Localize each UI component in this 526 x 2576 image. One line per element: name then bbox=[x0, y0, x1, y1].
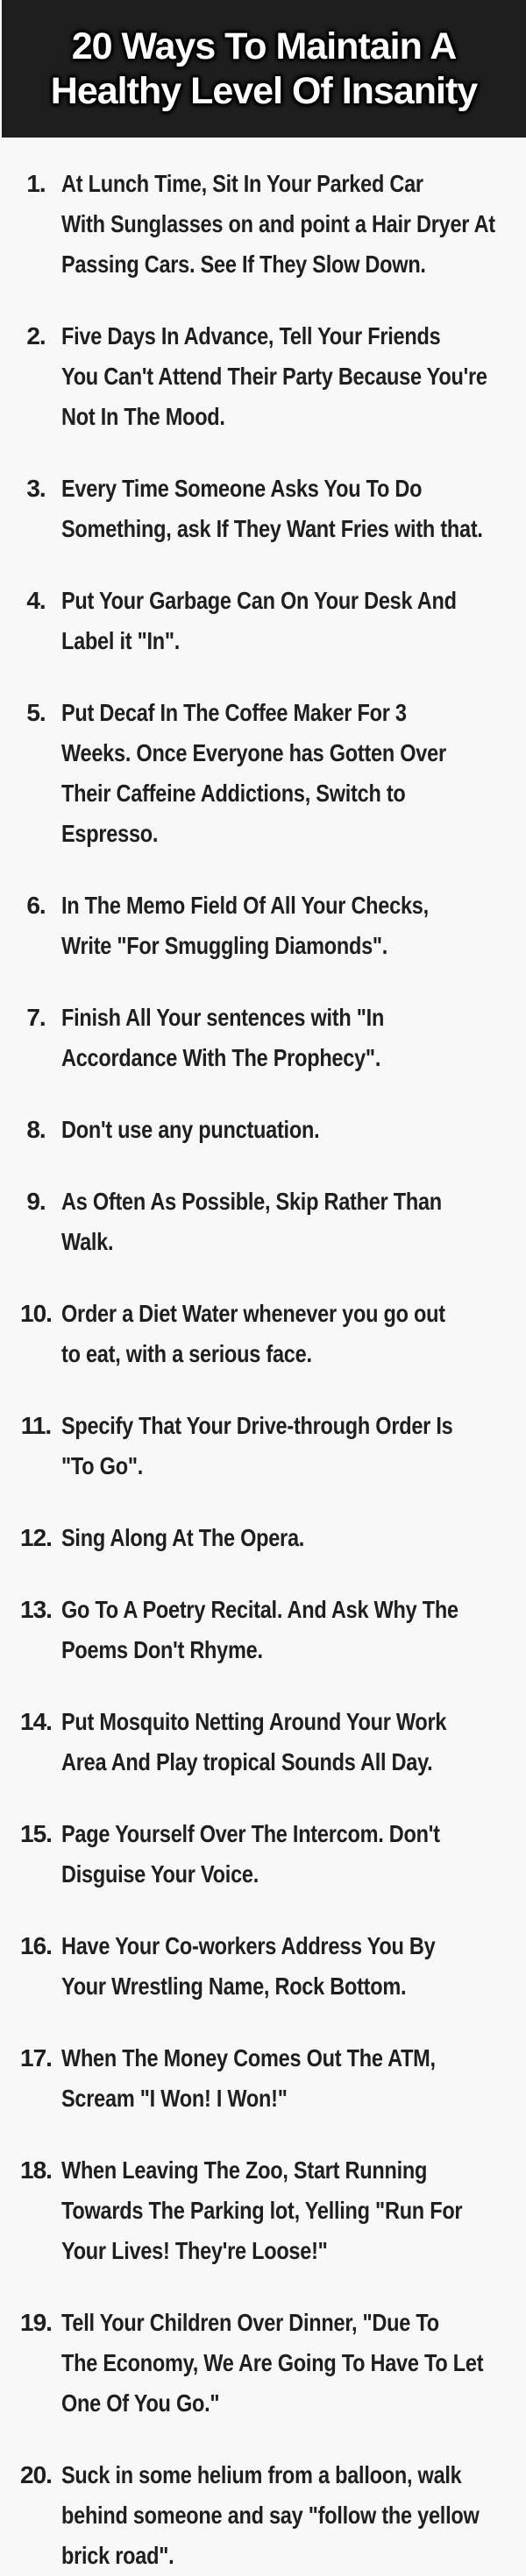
item-number: 3. bbox=[26, 475, 46, 502]
list-item bbox=[11, 2303, 526, 2424]
item-number: 13. bbox=[20, 1596, 52, 1623]
item-text-line: In The Memo Field Of All Your Checks, bbox=[61, 892, 429, 919]
list-item bbox=[11, 2038, 526, 2119]
item-text bbox=[61, 2303, 526, 2424]
item-text-line: Go To A Poetry Recital. And Ask Why The bbox=[61, 1596, 458, 1623]
item-text-line: Put Your Garbage Can On Your Desk And bbox=[61, 587, 457, 614]
item-text bbox=[61, 1702, 526, 1782]
item-text-line: You Can't Attend Their Party Because You're bbox=[61, 363, 487, 390]
item-text-line: Not In The Mood. bbox=[61, 403, 225, 430]
item-text-line: Area And Play tropical Sounds All Day. bbox=[61, 1748, 433, 1775]
item-text bbox=[61, 998, 526, 1078]
item-text bbox=[61, 581, 526, 661]
item-number: 1. bbox=[26, 170, 46, 197]
item-text-line: Towards The Parking lot, Yelling "Run For bbox=[61, 2197, 463, 2224]
item-text bbox=[61, 164, 526, 285]
item-text-line: Your Lives! They're Loose!" bbox=[61, 2237, 328, 2264]
item-number: 11. bbox=[20, 1412, 52, 1439]
insanity-list bbox=[0, 138, 526, 2576]
item-text-line: Finish All Your sentences with "In bbox=[61, 1004, 385, 1031]
item-number: 16. bbox=[20, 1932, 52, 1959]
item-text-line: Don't use any punctuation. bbox=[61, 1116, 320, 1143]
list-item bbox=[11, 469, 526, 549]
title-line-2: Healthy Level Of Insanity bbox=[50, 69, 478, 112]
item-text-line: Walk. bbox=[61, 1228, 114, 1255]
item-text-line: Accordance With The Prophecy". bbox=[61, 1044, 381, 1071]
item-text bbox=[61, 1406, 526, 1486]
item-text bbox=[61, 2150, 526, 2271]
item-number: 2. bbox=[26, 322, 46, 349]
item-number: 5. bbox=[26, 699, 46, 726]
item-number: 9. bbox=[26, 1188, 46, 1215]
list-item bbox=[11, 1182, 526, 1262]
item-text-line: Label it "In". bbox=[61, 627, 181, 654]
list-item bbox=[11, 886, 526, 966]
list-item bbox=[11, 2150, 526, 2271]
list-item bbox=[11, 164, 526, 285]
item-text-line: At Lunch Time, Sit In Your Parked Car bbox=[61, 170, 423, 197]
item-text bbox=[61, 1518, 526, 1558]
item-number: 12. bbox=[20, 1524, 52, 1551]
item-text-line: Every Time Someone Asks You To Do bbox=[61, 475, 423, 502]
item-text-line: Specify That Your Drive-through Order Is bbox=[61, 1412, 453, 1439]
item-text-line: Weeks. Once Everyone has Gotten Over bbox=[61, 739, 446, 766]
item-number: 17. bbox=[20, 2044, 52, 2071]
item-text-line: Suck in some helium from a balloon, walk bbox=[61, 2461, 462, 2488]
item-text-line: to eat, with a serious face. bbox=[61, 1340, 312, 1367]
item-text bbox=[61, 1814, 526, 1895]
list-item bbox=[11, 1702, 526, 1782]
item-text bbox=[61, 1182, 526, 1262]
item-text bbox=[61, 1590, 526, 1670]
item-text-line: Scream "I Won! I Won!" bbox=[61, 2085, 288, 2112]
item-text-line: Disguise Your Voice. bbox=[61, 1860, 259, 1888]
list-item bbox=[11, 1294, 526, 1374]
item-text-line: The Economy, We Are Going To Have To Let bbox=[61, 2349, 484, 2376]
item-number: 19. bbox=[20, 2309, 52, 2336]
item-text-line: Passing Cars. See If They Slow Down. bbox=[61, 251, 426, 278]
item-number: 6. bbox=[26, 892, 46, 919]
item-text bbox=[61, 2038, 526, 2119]
list-item bbox=[11, 1110, 526, 1150]
list-item bbox=[11, 1814, 526, 1895]
list-item bbox=[11, 1926, 526, 2007]
item-text-line: Order a Diet Water whenever you go out bbox=[61, 1300, 445, 1327]
item-text-line: Poems Don't Rhyme. bbox=[61, 1636, 263, 1663]
item-text bbox=[61, 693, 526, 854]
item-text bbox=[61, 316, 526, 437]
item-text-line: Tell Your Children Over Dinner, "Due To bbox=[61, 2309, 439, 2336]
item-number: 8. bbox=[26, 1116, 46, 1143]
item-number: 4. bbox=[26, 587, 46, 614]
item-text bbox=[61, 1294, 526, 1374]
item-text-line: behind someone and say "follow the yellow bbox=[61, 2502, 480, 2529]
list-item bbox=[11, 1590, 526, 1670]
item-text-line: When Leaving The Zoo, Start Running bbox=[61, 2156, 428, 2184]
item-text-line: Sing Along At The Opera. bbox=[61, 1524, 305, 1551]
item-text bbox=[61, 469, 526, 549]
list-item bbox=[11, 2455, 526, 2576]
list-item bbox=[11, 693, 526, 854]
item-text-line: Something, ask If They Want Fries with that. bbox=[61, 515, 483, 542]
item-text-line: Five Days In Advance, Tell Your Friends bbox=[61, 322, 441, 349]
list-item bbox=[11, 316, 526, 437]
item-text bbox=[61, 886, 526, 966]
list-item bbox=[11, 998, 526, 1078]
item-text-line: Espresso. bbox=[61, 820, 159, 847]
item-text bbox=[61, 2455, 526, 2576]
list-item bbox=[11, 1406, 526, 1486]
item-text-line: Page Yourself Over The Intercom. Don't bbox=[61, 1820, 440, 1847]
title-line-1: 20 Ways To Maintain A bbox=[71, 25, 457, 67]
item-text-line: brick road". bbox=[61, 2542, 174, 2569]
item-text-line: Put Decaf In The Coffee Maker For 3 bbox=[61, 699, 407, 726]
item-number: 20. bbox=[20, 2461, 52, 2488]
list-item bbox=[11, 1518, 526, 1558]
item-number: 18. bbox=[20, 2156, 52, 2184]
item-text bbox=[61, 1110, 526, 1150]
item-text-line: With Sunglasses on and point a Hair Dryer At bbox=[61, 210, 495, 237]
item-number: 10. bbox=[20, 1300, 52, 1327]
item-text-line: "To Go". bbox=[61, 1452, 144, 1479]
item-text bbox=[61, 1926, 526, 2007]
item-number: 15. bbox=[20, 1820, 52, 1847]
item-text-line: One Of You Go." bbox=[61, 2389, 220, 2417]
item-text-line: As Often As Possible, Skip Rather Than bbox=[61, 1188, 442, 1215]
title-banner bbox=[2, 0, 526, 138]
item-text-line: Your Wrestling Name, Rock Bottom. bbox=[61, 1973, 407, 2000]
item-number: 7. bbox=[26, 1004, 46, 1031]
item-text-line: Write "For Smuggling Diamonds". bbox=[61, 932, 388, 959]
item-text-line: Have Your Co-workers Address You By bbox=[61, 1932, 436, 1959]
item-text-line: Put Mosquito Netting Around Your Work bbox=[61, 1708, 447, 1735]
item-number: 14. bbox=[20, 1708, 52, 1735]
list-item bbox=[11, 581, 526, 661]
item-text-line: When The Money Comes Out The ATM, bbox=[61, 2044, 436, 2071]
item-text-line: Their Caffeine Addictions, Switch to bbox=[61, 780, 406, 807]
